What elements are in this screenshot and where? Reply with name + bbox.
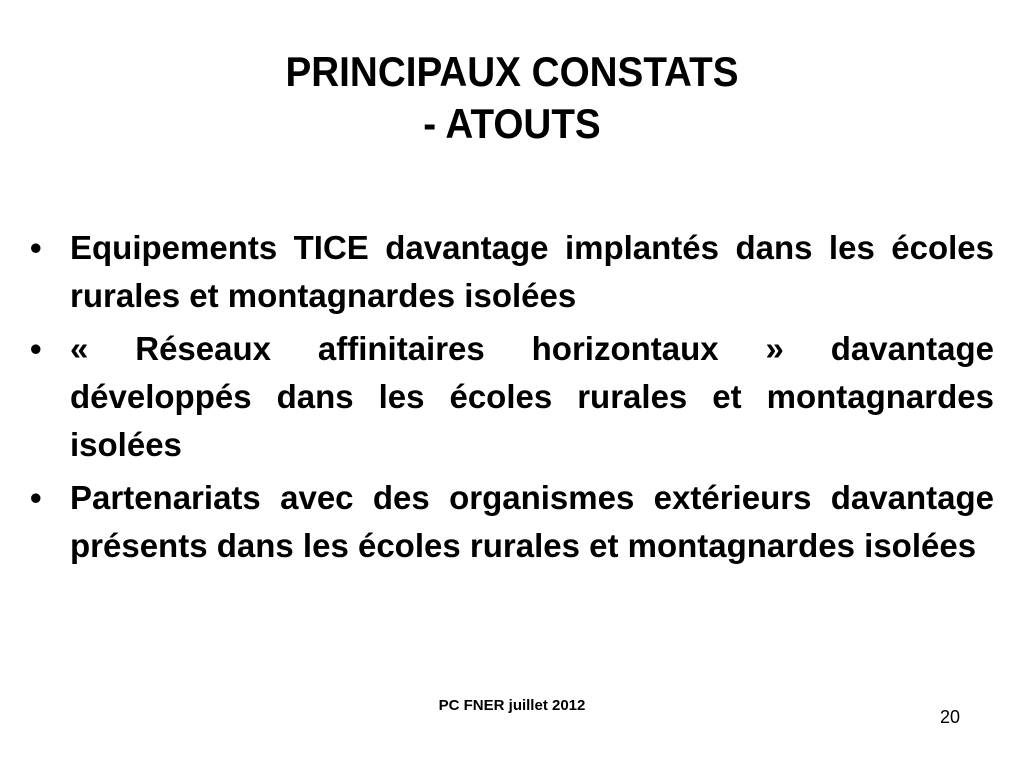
bullet-text: Partenariats avec des organismes extérieurs davantage présents dans les écoles rurales et montagnardes isolées [70, 479, 994, 564]
page-number: 20 [939, 707, 961, 727]
bullet-item [30, 325, 994, 469]
title-line-1: PRINCIPAUX CONSTATS [285, 48, 739, 95]
bullet-list [30, 224, 994, 575]
bullet-item [30, 224, 994, 320]
bullet-item [30, 474, 994, 570]
slide-title [41, 46, 983, 150]
bullet-text: « Réseaux affinitaires horizontaux » davantage développés dans les écoles rurales et montagnardes isolées [70, 330, 994, 463]
bullet-text: Equipements TICE davantage implantés dans les écoles rurales et montagnardes isolées [70, 229, 994, 314]
bullet-icon: • [30, 330, 42, 367]
slide-footer: PC FNER juillet 2012 [438, 697, 586, 714]
bullet-icon: • [30, 479, 42, 516]
bullet-icon: • [30, 229, 42, 266]
title-line-2: - ATOUTS [423, 100, 601, 147]
